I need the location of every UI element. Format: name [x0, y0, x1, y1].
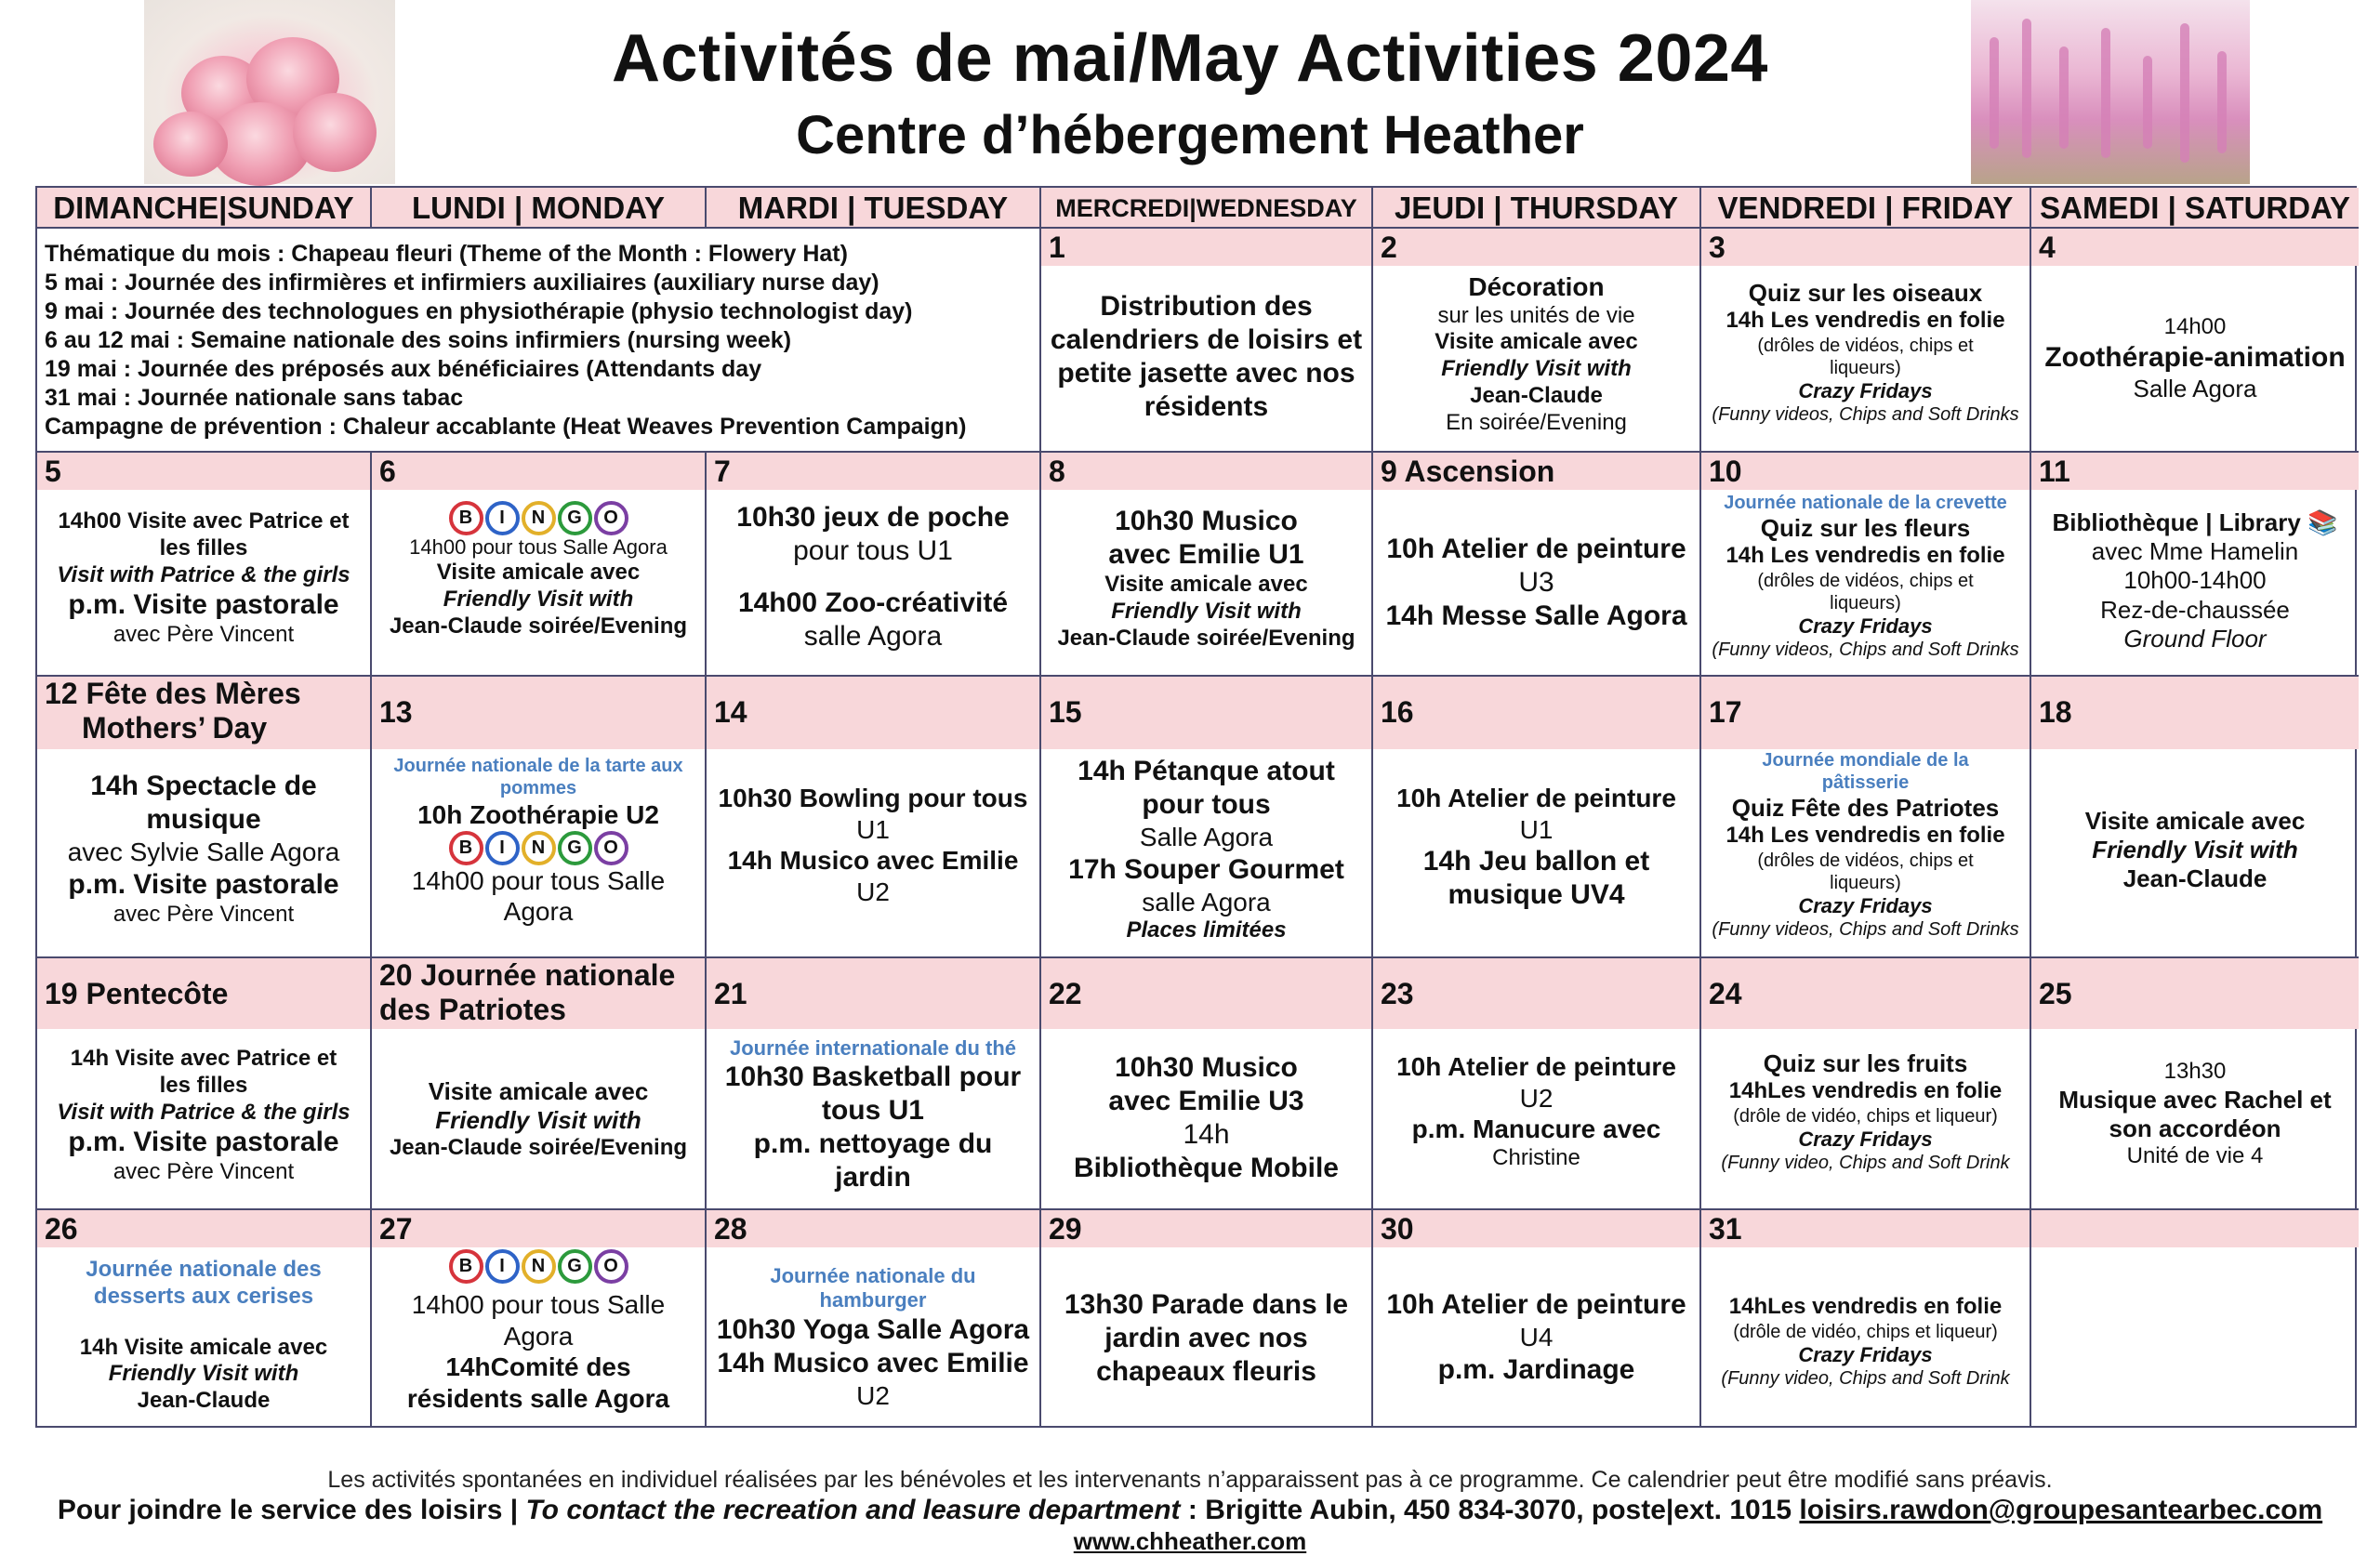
activity-line: Christine: [1492, 1144, 1580, 1170]
day-cell-24: [1701, 958, 2031, 1210]
activity-line: (drôle de vidéo, chips et liqueur): [1733, 1321, 1998, 1342]
bingo-ball: G: [558, 501, 592, 535]
activity-line: Journée nationale de la tarte aux: [393, 756, 683, 776]
bingo-ball: B: [449, 831, 483, 865]
contact-label-en: To contact the recreation and leasure department: [525, 1495, 1181, 1525]
activity-line: Visite amicale avec: [428, 1077, 649, 1105]
day-cell-10: [1701, 453, 2031, 677]
activity-line: U2: [856, 877, 890, 906]
theme-of-month-cell: [37, 229, 1041, 453]
activity-line: Quiz sur les oiseaux: [1748, 279, 1983, 307]
day-cell-31: [1701, 1210, 2031, 1426]
activity-line: 14h00 pour tous Salle: [411, 1290, 666, 1319]
day-cell-28: [707, 1210, 1041, 1426]
activity-line: p.m. Jardinage: [1437, 1353, 1635, 1385]
bingo-balls: [449, 1249, 628, 1284]
bingo-ball: O: [594, 501, 628, 535]
activity-line: Friendly Visit with: [435, 1106, 641, 1135]
day-number: 11: [2039, 455, 2070, 488]
theme-line: 19 mai : Journée des préposés aux bénéficiaires (Attendants day: [45, 356, 762, 382]
bingo-ball: B: [449, 1249, 483, 1284]
activity-line: 14h Visite avec Patrice et: [70, 1046, 337, 1071]
day-number: 26: [45, 1212, 78, 1246]
activity-line: (drôles de vidéos, chips et: [1757, 335, 1974, 356]
activity-line: Jean-Claude soirée/Evening: [389, 613, 688, 639]
day-number: 23: [1381, 977, 1414, 1010]
activity-line: tous U1: [821, 1095, 924, 1127]
activity-line: Rez-de-chaussée: [2100, 595, 2290, 624]
calendar-grid: [35, 186, 2357, 1428]
activity-line: salle Agora: [803, 621, 943, 652]
activity-line: 14h Pétanque atout: [1078, 756, 1335, 786]
activity-line: 10h30 Musico: [1115, 506, 1298, 536]
activity-line: 13h30: [2163, 1059, 2227, 1084]
day-cell-1: [1041, 229, 1373, 453]
activity-line: Visite amicale avec: [1104, 572, 1308, 597]
bingo-balls: [449, 831, 628, 865]
day-number: 21: [714, 977, 747, 1010]
day-header-sunday: DIMANCHE|SUNDAY: [37, 188, 372, 229]
activity-line: Distribution des: [1100, 291, 1313, 322]
activity-line: les filles: [159, 534, 248, 560]
activity-line: Jean-Claude soirée/Evening: [1057, 625, 1355, 651]
activity-line: résidents: [1144, 391, 1269, 422]
library-label: Bibliothèque | Library: [2052, 508, 2301, 536]
day-number: 1: [1049, 231, 1065, 264]
day-number: 25: [2039, 977, 2072, 1010]
activity-line: Visite amicale avec: [436, 560, 641, 586]
activity-line: 14h00: [2163, 314, 2227, 339]
activity-line: Jean-Claude: [137, 1388, 271, 1414]
day-number: 4: [2039, 231, 2056, 264]
theme-line: 9 mai : Journée des technologues en physiothérapie (physio technologist day): [45, 298, 913, 324]
activity-line: 14h Les vendredis en folie: [1726, 308, 2005, 334]
activity-line: avec Mme Hamelin: [2091, 537, 2299, 566]
activity-line: Places limitées: [1126, 917, 1287, 943]
email-link[interactable]: loisirs.rawdon@groupesantearbec.com: [1799, 1495, 2323, 1525]
day-cell-22: [1041, 958, 1373, 1210]
activity-line: (Funny videos, Chips and Soft Drinks: [1712, 919, 2019, 941]
activity-line: avec Père Vincent: [112, 901, 295, 927]
activity-line: 13h30 Parade dans le: [1064, 1289, 1349, 1320]
activity-line: Décoration: [1468, 272, 1605, 301]
activity-line: Friendly Visit with: [443, 587, 634, 613]
day-cell-14: [707, 677, 1041, 958]
activity-line: Salle Agora: [1139, 823, 1274, 851]
activity-line: calendriers de loisirs et: [1050, 324, 1363, 355]
activity-line: son accordéon: [2109, 1114, 2281, 1142]
day-header-tuesday: MARDI | TUESDAY: [707, 188, 1041, 229]
footer-note: Les activités spontanées en individuel réalisées par les bénévoles et les intervenants n’apparaissent pas à ce programme. Ce calendrier peut être modifié sans préavis.: [327, 1467, 2053, 1493]
activity-line: 14h Messe Salle Agora: [1385, 600, 1687, 631]
bingo-ball: G: [558, 1249, 592, 1284]
activity-line: Visit with Patrice & the girls: [57, 561, 350, 587]
bingo-ball: B: [449, 501, 483, 535]
activity-line: 10h30 Bowling pour tous: [718, 784, 1028, 812]
activity-line: jardin: [835, 1162, 911, 1193]
activity-line: 10h Atelier de peinture: [1386, 1289, 1686, 1320]
day-number: 9 Ascension: [1381, 455, 1555, 488]
day-cell-8: [1041, 453, 1373, 677]
day-number: 2: [1381, 231, 1397, 264]
activity-line: 14hLes vendredis en folie: [1728, 1078, 2003, 1104]
activity-line: Crazy Fridays: [1798, 1342, 1933, 1366]
activity-line: liqueurs): [1830, 357, 1901, 378]
theme-line: Thématique du mois : Chapeau fleuri (Theme of the Month : Flowery Hat): [45, 241, 848, 267]
activity-line: 17h Souper Gourmet: [1068, 853, 1344, 885]
activity-line: 14h Les vendredis en folie: [1726, 823, 2005, 849]
contact-label-fr: Pour joindre le service des loisirs |: [57, 1495, 526, 1525]
activity-line: jardin avec nos: [1104, 1323, 1308, 1353]
calendar-header: [0, 0, 2380, 186]
activity-line: Journée mondiale de la: [1762, 750, 1969, 771]
day-number: 27: [379, 1212, 413, 1246]
activity-line: desserts aux cerises: [93, 1283, 314, 1309]
day-number: 24: [1709, 977, 1742, 1010]
activity-line: Crazy Fridays: [1798, 1127, 1933, 1151]
activity-line: Journée internationale du thé: [729, 1036, 1017, 1060]
day-header-friday: VENDREDI | FRIDAY: [1701, 188, 2031, 229]
day-cell-23: [1373, 958, 1701, 1210]
contact-info: : Brigitte Aubin, 450 834-3070, poste|ext. 1015: [1180, 1495, 1800, 1525]
day-number: 19 Pentecôte: [45, 977, 229, 1010]
day-number: 29: [1049, 1212, 1082, 1246]
day-header-saturday: SAMEDI | SATURDAY: [2031, 188, 2359, 229]
activity-line: U1: [856, 814, 890, 844]
day-number: 16: [1381, 695, 1414, 729]
day-number-line2: des Patriotes: [379, 993, 566, 1026]
activity-line: avec Père Vincent: [112, 1159, 295, 1185]
bingo-ball: N: [522, 831, 556, 865]
activity-line: résidents salle Agora: [406, 1383, 670, 1413]
activity-line: Agora: [503, 897, 574, 927]
theme-line: 31 mai : Journée nationale sans tabac: [45, 385, 464, 411]
activity-line: Quiz Fête des Patriotes: [1731, 794, 2000, 822]
activity-line: Unité de vie 4: [2126, 1143, 2264, 1169]
bingo-ball: G: [558, 831, 592, 865]
bingo-ball: N: [522, 501, 556, 535]
day-cell-5: [37, 453, 372, 677]
activity-line: 10h30 Basketball pour: [724, 1062, 1022, 1093]
activity-line: 14h00 Visite avec Patrice et: [58, 508, 350, 534]
bingo-ball: O: [594, 1249, 628, 1284]
day-cell-4: [2031, 229, 2359, 453]
day-cell-12: [37, 677, 372, 958]
activity-line: Jean-Claude: [2122, 864, 2268, 893]
activity-line: hamburger: [819, 1288, 927, 1312]
activity-line: U3: [1518, 567, 1554, 598]
activity-line: (Funny video, Chips and Soft Drink: [1721, 1368, 2010, 1390]
activity-line: En soirée/Evening: [1446, 409, 1627, 435]
activity-line: 14h00 pour tous Salle Agora: [409, 535, 668, 559]
day-number: 30: [1381, 1212, 1414, 1246]
day-cell-15: [1041, 677, 1373, 958]
activity-line: 10h30 Yoga Salle Agora: [716, 1313, 1030, 1345]
day-number: 18: [2039, 695, 2072, 729]
activity-line: 14hComité des: [445, 1352, 631, 1382]
activity-line: 10h30 Musico: [1115, 1052, 1298, 1083]
activity-line: Musique avec Rachel et: [2058, 1085, 2332, 1114]
activity-line: p.m. Visite pastorale: [68, 1127, 339, 1158]
activity-line: avec Sylvie Salle Agora: [67, 837, 340, 866]
day-number: 6: [379, 455, 396, 488]
footer-contact: [0, 1495, 2380, 1526]
day-cell-20: [372, 958, 707, 1210]
day-cell-13: [372, 677, 707, 958]
activity-line: Crazy Fridays: [1798, 893, 1933, 917]
day-header-monday: LUNDI | MONDAY: [372, 188, 707, 229]
empty-cell: [2031, 1210, 2359, 1426]
day-cell-26: [37, 1210, 372, 1426]
activity-line: sur les unités de vie: [1437, 302, 1635, 328]
day-number: 5: [45, 455, 61, 488]
activity-line: liqueurs): [1830, 872, 1901, 893]
day-cell-3: [1701, 229, 2031, 453]
theme-line: 5 mai : Journée des infirmières et infirmiers auxiliaires (auxiliary nurse day): [45, 270, 879, 296]
book-icon: 📚: [2307, 508, 2338, 536]
bingo-ball: I: [485, 501, 520, 535]
activity-line: 14h Les vendredis en folie: [1726, 543, 2005, 569]
day-cell-19: [37, 958, 372, 1210]
page-subtitle: Centre d’hébergement Heather: [796, 105, 1584, 165]
activity-line: 14h: [1183, 1119, 1230, 1150]
day-number-line2: Mothers’ Day: [82, 711, 268, 745]
day-number: 31: [1709, 1212, 1742, 1246]
activity-line: salle Agora: [1142, 887, 1271, 916]
activity-line: Quiz sur les fleurs: [1760, 514, 1971, 542]
activity-line: U4: [1519, 1323, 1554, 1352]
day-number: 12 Fête des Mères: [45, 677, 301, 710]
activity-line: pour tous: [1142, 789, 1271, 820]
activity-line: Zoothérapie-animation: [2044, 341, 2346, 373]
day-number: 8: [1049, 455, 1065, 488]
day-cell-2: [1373, 229, 1701, 453]
activity-line: (Funny video, Chips and Soft Drink: [1721, 1153, 2010, 1174]
theme-line: 6 au 12 mai : Semaine nationale des soins infirmiers (nursing week): [45, 327, 792, 353]
bingo-ball: I: [485, 1249, 520, 1284]
day-number: 7: [714, 455, 731, 488]
activity-line: (Funny videos, Chips and Soft Drinks: [1712, 640, 2019, 661]
activity-line: Salle Agora: [2133, 374, 2257, 402]
theme-line: Campagne de prévention : Chaleur accablante (Heat Weaves Prevention Campaign): [45, 414, 967, 440]
day-cell-27: [372, 1210, 707, 1426]
activity-line: p.m. nettoyage du: [753, 1128, 993, 1160]
activity-line: Bibliothèque Mobile: [1074, 1153, 1339, 1183]
activity-line: Journée nationale des: [86, 1257, 322, 1282]
page-title: Activités de mai/May Activities 2024: [612, 21, 1768, 96]
day-cell-21: [707, 958, 1041, 1210]
activity-line: Journée nationale du: [770, 1264, 976, 1287]
activity-line: 14h00 Zoo-créativité: [737, 587, 1009, 618]
activity-line: 14h Visite amicale avec: [79, 1334, 328, 1360]
day-cell-11: [2031, 453, 2359, 677]
day-cell-16: [1373, 677, 1701, 958]
activity-line: Friendly Visit with: [2092, 836, 2298, 864]
activity-line: Agora: [503, 1321, 574, 1351]
activity-line: 10h Atelier de peinture: [1396, 1052, 1676, 1081]
activity-line: avec Emilie U1: [1108, 539, 1304, 570]
activity-line: Crazy Fridays: [1798, 613, 1933, 638]
website-link[interactable]: www.chheather.com: [1073, 1527, 1307, 1555]
activity-line: Visite amicale avec: [1435, 329, 1638, 355]
day-cell-6: [372, 453, 707, 677]
activity-line: Crazy Fridays: [1798, 378, 1933, 402]
activity-line: 10h Zoothérapie U2: [417, 800, 659, 829]
day-cell-17: [1701, 677, 2031, 958]
bingo-ball: N: [522, 1249, 556, 1284]
day-header-thursday: JEUDI | THURSDAY: [1373, 188, 1701, 229]
activity-line: 14h Musico avec Emilie: [727, 846, 1019, 876]
activity-line: pour tous U1: [793, 535, 953, 566]
bingo-ball: I: [485, 831, 520, 865]
day-cell-25: [2031, 958, 2359, 1210]
day-number: 20 Journée nationale: [379, 958, 676, 992]
activity-line: (drôle de vidéo, chips et liqueur): [1733, 1105, 1998, 1127]
activity-line: 14hLes vendredis en folie: [1728, 1294, 2003, 1319]
day-number: 13: [379, 695, 413, 729]
activity-line: (Funny videos, Chips and Soft Drinks: [1712, 404, 2019, 426]
activity-line: p.m. Visite pastorale: [68, 589, 339, 621]
day-cell-9: [1373, 453, 1701, 677]
activity-line: petite jasette avec nos: [1057, 358, 1355, 389]
activity-line: avec Emilie U3: [1108, 1086, 1304, 1116]
activity-line: Jean-Claude: [1470, 382, 1603, 408]
activity-line: Visite amicale avec: [2084, 807, 2306, 835]
activity-line: musique: [146, 804, 261, 835]
activity-line: 10h Atelier de peinture: [1386, 534, 1686, 564]
activity-line: U2: [1519, 1083, 1554, 1113]
day-number: 22: [1049, 977, 1082, 1010]
activity-line: les filles: [159, 1072, 248, 1098]
activity-line: Friendly Visit with: [1111, 598, 1302, 624]
activity-line: p.m. Visite pastorale: [68, 868, 339, 900]
day-number: 3: [1709, 231, 1726, 264]
day-cell-7: [707, 453, 1041, 677]
activity-line: Ground Floor: [2123, 624, 2267, 653]
activity-line: Visit with Patrice & the girls: [57, 1099, 350, 1125]
activity-line: (drôles de vidéos, chips et: [1757, 570, 1974, 591]
day-cell-29: [1041, 1210, 1373, 1426]
activity-line: musique UV4: [1448, 879, 1625, 911]
activity-line: 10h Atelier de peinture: [1396, 784, 1676, 812]
activity-line: pâtisserie: [1821, 772, 1910, 793]
activity-line: pommes: [499, 778, 577, 798]
activity-line: Friendly Visit with: [1441, 356, 1632, 382]
activity-line: Quiz sur les fruits: [1763, 1049, 1968, 1077]
activity-line: 14h Spectacle de: [90, 771, 317, 801]
activity-line: p.m. Manucure avec: [1411, 1114, 1661, 1144]
activity-line: 10h00-14h00: [2123, 566, 2267, 595]
activity-line: 14h00 pour tous Salle: [411, 865, 666, 895]
activity-line: 10h30 jeux de poche: [736, 502, 1010, 533]
bingo-balls: [449, 501, 628, 535]
day-cell-18: [2031, 677, 2359, 958]
activity-line: Journée nationale de la crevette: [1724, 493, 2007, 513]
activity-line: Jean-Claude soirée/Evening: [389, 1135, 688, 1161]
day-number: 17: [1709, 695, 1742, 729]
activity-line: (drôles de vidéos, chips et: [1757, 850, 1974, 871]
activity-line: U1: [1519, 814, 1554, 844]
activity-line: 14h Jeu ballon et: [1422, 846, 1650, 877]
activity-line: Friendly Visit with: [108, 1361, 299, 1387]
bingo-ball: O: [594, 831, 628, 865]
activity-line: chapeaux fleuris: [1096, 1356, 1316, 1387]
activity-line: U2: [856, 1380, 890, 1410]
day-header-wednesday: MERCREDI|WEDNESDAY: [1041, 188, 1373, 229]
day-number: 10: [1709, 455, 1742, 488]
day-number: 28: [714, 1212, 747, 1246]
activity-line: liqueurs): [1830, 592, 1901, 613]
day-number: 15: [1049, 695, 1082, 729]
activity-line: 14h Musico avec Emilie: [717, 1347, 1029, 1378]
day-cell-30: [1373, 1210, 1701, 1426]
activity-line: avec Père Vincent: [112, 622, 295, 648]
day-number: 14: [714, 695, 747, 729]
